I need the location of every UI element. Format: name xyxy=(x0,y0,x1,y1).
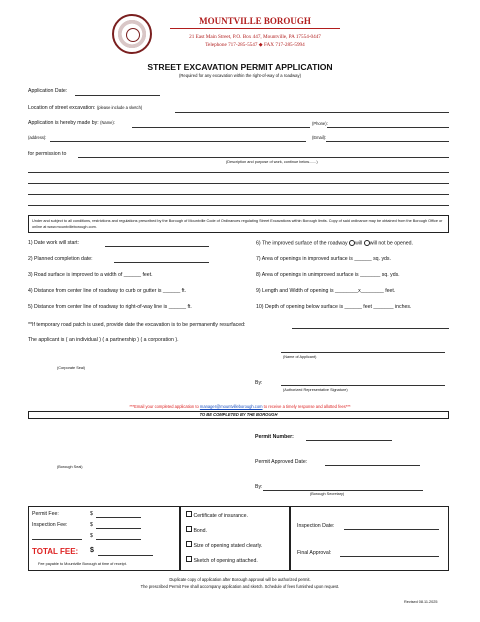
description-line-2[interactable] xyxy=(28,183,449,184)
will-not-label: will not be opened. xyxy=(369,240,413,247)
inspection-fee-field[interactable] xyxy=(96,528,141,529)
form-title: STREET EXCAVATION PERMIT APPLICATION xyxy=(147,62,333,72)
permit-number-label: Permit Number: xyxy=(255,434,294,440)
other-fee-field[interactable] xyxy=(96,539,141,540)
checklist-label-bond: Bond. xyxy=(193,528,208,534)
address-line: 21 East Main Street, P.O. Box 447, Mountville, PA 17554-0447 xyxy=(189,34,321,40)
permit-approved-field[interactable] xyxy=(325,465,420,466)
permit-fee-dollar: $ xyxy=(90,511,93,517)
contact-line: Telephone 717-285-5547 ◆ FAX 717-285-5994 xyxy=(205,42,305,48)
insurance-checkbox[interactable] xyxy=(186,511,192,517)
checklist-label-sketch: Sketch of opening attached. xyxy=(193,558,258,564)
completion-date-field[interactable] xyxy=(114,262,209,263)
description-line-1[interactable] xyxy=(28,172,449,173)
checklist-item-bond xyxy=(186,526,207,534)
permission-label: for permission to xyxy=(28,151,67,157)
phone-hint: (Phone): xyxy=(312,121,328,126)
by-label: By: xyxy=(255,380,263,386)
other-fee-dollar: $ xyxy=(90,533,93,539)
email-field[interactable] xyxy=(326,141,449,142)
permit-number-field[interactable] xyxy=(306,440,392,441)
will-label: will xyxy=(355,240,363,247)
borough-seal-caption: (Borough Seal) xyxy=(57,465,83,469)
inspection-fee-dollar: $ xyxy=(90,522,93,528)
fee-payable-note: Fee payable to Mountville Borough at time of receipt. xyxy=(38,562,127,566)
size-checkbox[interactable] xyxy=(186,541,192,547)
application-date-label: Application Date: xyxy=(28,88,68,94)
condition-4: 4) Distance from center line of roadway to curb or gutter is ______ ft. xyxy=(28,288,187,294)
description-hint: (Description and purpose of work, continue below.......) xyxy=(226,160,318,164)
form-subtitle: (Required for any excavation within the right-of-way of a roadway) xyxy=(179,73,301,78)
applicant-type: The applicant is ( an individual ) ( a partnership ) ( a corporation ). xyxy=(28,337,179,343)
bond-checkbox[interactable] xyxy=(186,526,192,532)
secretary-signature-field[interactable] xyxy=(263,490,423,491)
condition-6-text: 6) The improved surface of the roadway xyxy=(256,240,348,247)
permit-fee-label: Permit Fee: xyxy=(32,511,59,517)
permission-field[interactable] xyxy=(78,157,449,158)
location-hint: (please include a sketch) xyxy=(96,105,143,110)
borough-seal-logo xyxy=(112,14,152,54)
inspection-date-label: Inspection Date: xyxy=(297,523,335,529)
org-address xyxy=(170,33,340,49)
address-field[interactable] xyxy=(50,141,306,142)
revised-date: Revised 08.11.2025 xyxy=(404,600,438,604)
name-field[interactable] xyxy=(132,127,310,128)
inspection-fee-label: Inspection Fee: xyxy=(32,522,68,528)
permit-approved-label: Permit Approved Date: xyxy=(255,459,308,465)
description-line-4[interactable] xyxy=(28,205,449,206)
condition-2: 2) Planned completion date: xyxy=(28,256,93,262)
ordinance-notice: Under and subject to all conditions, restrictions and regulations prescribed by the Borough of Mountville Code of Ordinances regulating Street Excavations within Borough limits. Copy of said ordinance may be obtained from the Borough Office or online at www.mountvilleborough.com. xyxy=(28,215,449,233)
checklist-item-insurance xyxy=(186,511,248,519)
condition-1: 1) Date work will start: xyxy=(28,240,80,246)
total-fee-dollar: $ xyxy=(90,547,94,554)
location-label xyxy=(28,105,142,111)
condition-9: 9) Length and Width of opening is ________x________ feet. xyxy=(256,288,396,294)
condition-8: 8) Area of openings in unimproved surface is _______ sq. yds. xyxy=(256,272,400,278)
authorized-rep-caption: (Authorized Representative Signature) xyxy=(283,388,348,392)
resurface-date-field[interactable] xyxy=(292,328,449,329)
address-hint: (address): xyxy=(28,135,47,140)
patch-note: **If temporary road patch is used, provide date the excavation is to be permanently resurfaced: xyxy=(28,322,246,328)
checklist-item-sketch xyxy=(186,556,258,564)
condition-3: 3) Road surface is improved to a width of ______ feet. xyxy=(28,272,153,278)
footer-line-2: The prescribed Permit Fee shall accompany application and sketch. Schedule of fees furnished upon request. xyxy=(140,584,340,589)
final-approval-field[interactable] xyxy=(340,556,439,557)
start-date-field[interactable] xyxy=(105,246,209,247)
checklist-label-insurance: Certificate of insurance. xyxy=(193,513,248,519)
phone-field[interactable] xyxy=(327,127,449,128)
condition-10: 10) Depth of opening below surface is ______ feet _______ inches. xyxy=(256,304,412,310)
condition-5: 5) Distance from center line of roadway to right-of-way line is ______ ft. xyxy=(28,304,192,310)
inspection-date-field[interactable] xyxy=(344,529,439,530)
checklist-label-size: Size of opening stated clearly. xyxy=(193,543,263,549)
email-notice xyxy=(0,404,480,409)
email-link[interactable]: manager@mountvilleborough.com xyxy=(199,404,263,409)
borough-secretary-caption: (Borough Secretary) xyxy=(310,492,345,496)
application-date-field[interactable] xyxy=(75,95,160,96)
total-fee-label: TOTAL FEE: xyxy=(32,547,79,556)
email-hint: (Email): xyxy=(312,135,327,140)
borough-banner: TO BE COMPLETED BY THE BOROUGH xyxy=(28,411,449,419)
condition-6 xyxy=(256,240,413,246)
location-field[interactable] xyxy=(175,112,449,113)
by-label-2: By: xyxy=(255,484,263,490)
name-hint: (Name): xyxy=(100,120,115,125)
made-by-label xyxy=(28,120,115,126)
sketch-checkbox[interactable] xyxy=(186,556,192,562)
total-fee-field[interactable] xyxy=(98,555,153,556)
made-by-text: Application is hereby made by: xyxy=(28,120,99,126)
name-of-applicant-caption: (Name of Applicant) xyxy=(283,355,317,359)
permit-fee-field[interactable] xyxy=(96,517,141,518)
representative-signature-field[interactable] xyxy=(281,385,445,386)
condition-7: 7) Area of openings in improved surface is ______ sq. yds. xyxy=(256,256,391,262)
location-label-text: Location of street excavation: xyxy=(28,105,96,111)
org-name: MOUNTVILLE BOROUGH xyxy=(199,16,311,26)
footer-line-1: Duplicate copy of application after Borough approval will be authorized permit. xyxy=(169,577,311,582)
applicant-name-field[interactable] xyxy=(281,352,445,353)
description-line-3[interactable] xyxy=(28,194,449,195)
checklist-item-size xyxy=(186,541,262,549)
other-fee-label-field[interactable] xyxy=(32,539,82,540)
email-notice-post: to receive a timely response and allotted fees*** xyxy=(262,404,351,409)
email-notice-pre: ***Email your completed application to xyxy=(129,404,200,409)
header-rule xyxy=(170,28,340,29)
final-approval-label: Final Approval: xyxy=(297,550,332,556)
approval-box xyxy=(290,506,449,571)
corporate-seal-caption: (Corporate Seal) xyxy=(57,366,86,370)
